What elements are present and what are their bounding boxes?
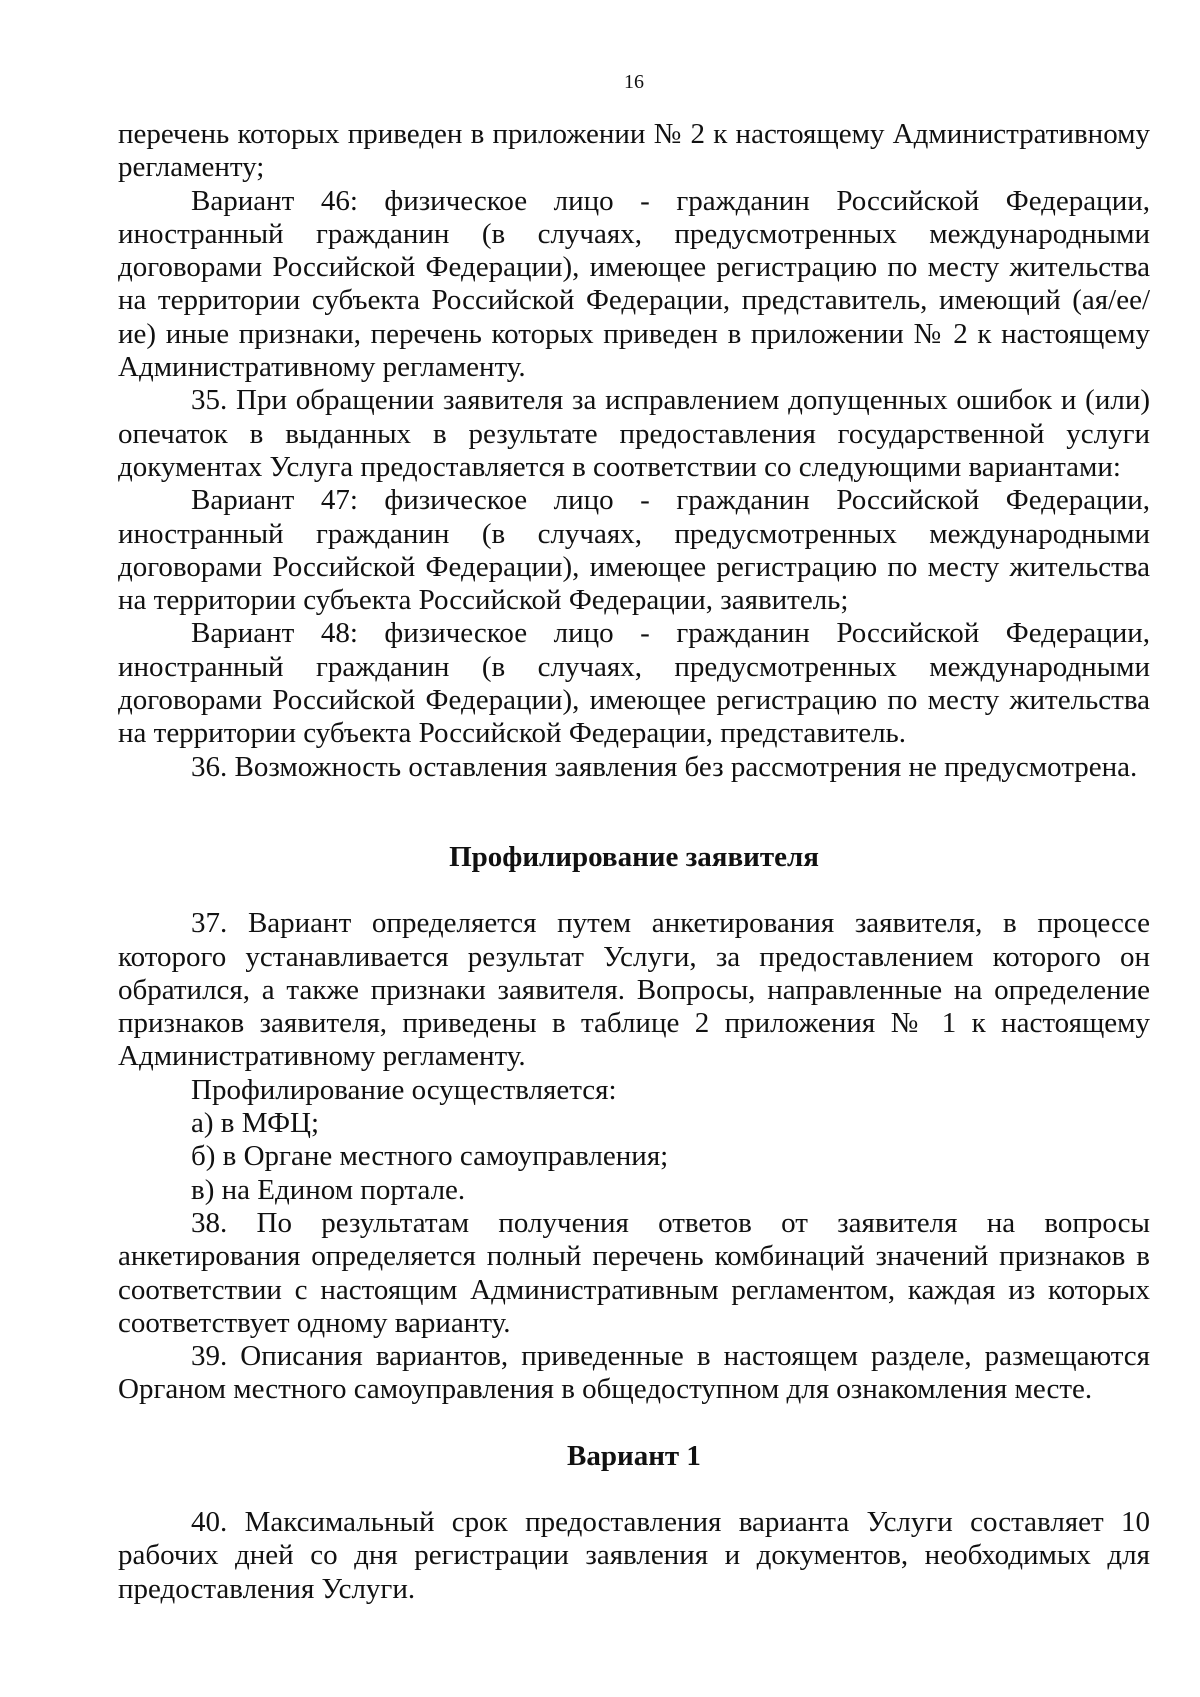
paragraph-profiling-intro: Профилирование осуществляется: [191, 1073, 617, 1106]
paragraph-variant-48: Вариант 48: физическое лицо - гражданин Российской Федерации, иностранный гражданин (в случаях, предусмотренных международными договорами Российской Федерации), имеющее регистрацию по месту жительства на территории субъекта Российской Федерации, представитель. [118, 617, 1150, 750]
paragraph-variant-46: Вариант 46: физическое лицо - гражданин Российской Федерации, иностранный гражданин (в случаях, предусмотренных международными договорами Российской Федерации), имеющее регистрацию по месту жительства на территории субъекта Российской Федерации, представитель, имеющий (ая/ее/ие) иные признаки, перечень которых приведен в приложении № 2 к настоящему Административному регламенту. [118, 184, 1150, 384]
section-heading-variant-1: Вариант 1 [567, 1439, 701, 1472]
list-item-b: б) в Органе местного самоуправления; [191, 1140, 669, 1173]
document-page [118, 70, 1150, 1606]
list-item-a: а) в МФЦ; [191, 1107, 320, 1140]
section-heading-profiling: Профилирование заявителя [449, 840, 819, 873]
paragraph-continuation: перечень которых приведен в приложении № 2 к настоящему Административному регламенту; [118, 118, 1150, 184]
paragraph-38: 38. По результатам получения ответов от заявителя на вопросы анкетирования определяется полный перечень комбинаций значений признаков в соответствии с настоящим Административным регламентом, каждая из которых соответствует одному варианту. [118, 1206, 1150, 1339]
paragraph-36: 36. Возможность оставления заявления без рассмотрения не предусмотрена. [191, 750, 1138, 783]
list-item-v: в) на Едином портале. [191, 1173, 466, 1206]
paragraph-variant-47: Вариант 47: физическое лицо - гражданин Российской Федерации, иностранный гражданин (в случаях, предусмотренных международными договорами Российской Федерации), имеющее регистрацию по месту жительства на территории субъекта Российской Федерации, заявитель; [118, 484, 1150, 617]
paragraph-37: 37. Вариант определяется путем анкетирования заявителя, в процессе которого устанавливается результат Услуги, за предоставлением которого он обратился, а также признаки заявителя. Вопросы, направленные на определение признаков заявителя, приведены в таблице 2 приложения № 1 к настоящему Административному регламенту. [118, 907, 1150, 1073]
paragraph-40: 40. Максимальный срок предоставления варианта Услуги составляет 10 рабочих дней со дня регистрации заявления и документов, необходимых для предоставления Услуги. [118, 1505, 1150, 1605]
paragraph-39: 39. Описания вариантов, приведенные в настоящем разделе, размещаются Органом местного самоуправления в общедоступном для ознакомления месте. [118, 1340, 1150, 1406]
paragraph-35: 35. При обращении заявителя за исправлением допущенных ошибок и (или) опечаток в выданных в результате предоставления государственной услуги документах Услуга предоставляется в соответствии со следующими вариантами: [118, 384, 1150, 483]
page-number: 16 [624, 71, 644, 93]
